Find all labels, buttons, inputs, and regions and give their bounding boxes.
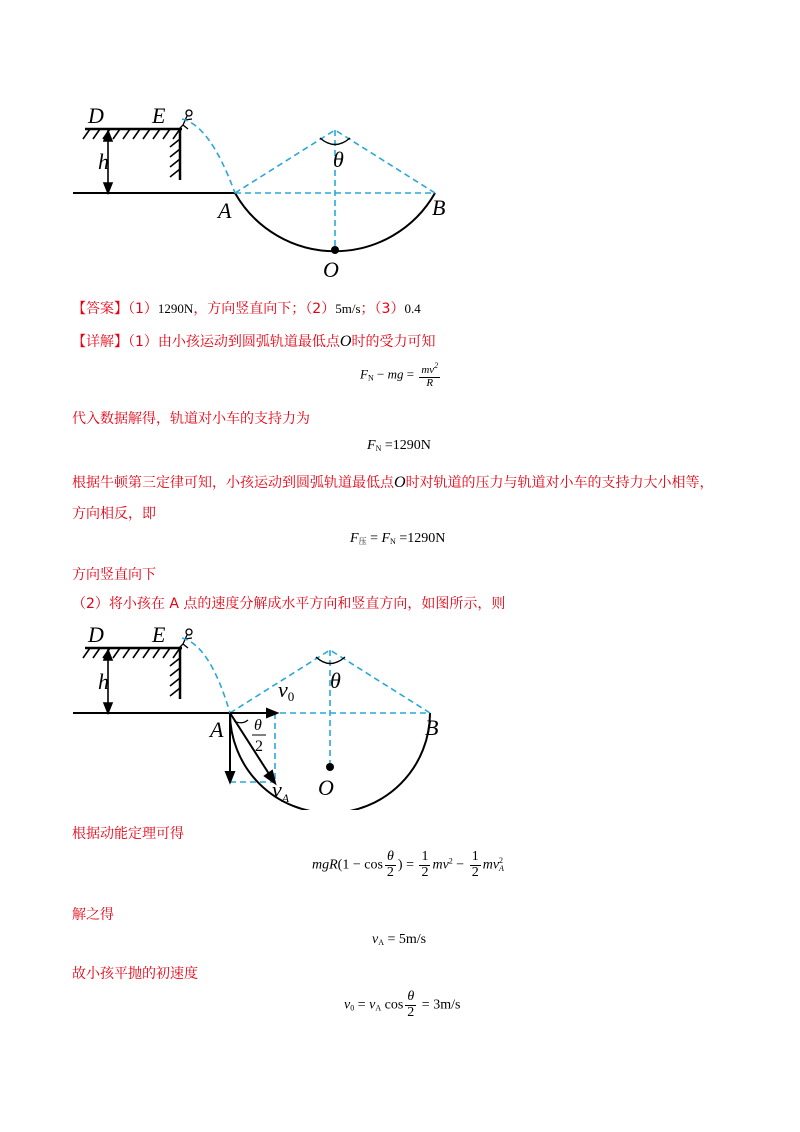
equation-4 [312, 850, 504, 880]
solution-line-7: 根据动能定理可得 [72, 826, 184, 842]
detail-tag: 【详解】 [72, 334, 128, 350]
eq4-th: θ [386, 849, 394, 864]
line3-text-end: 时对轨道的压力与轨道对小车的支持力大小相等， [405, 475, 714, 491]
eq4-half2: 2 [421, 864, 429, 880]
eq4-m1: mv [432, 857, 449, 873]
fig2-label-h: h [98, 669, 109, 694]
eq6-rhs: = 3m/s [418, 997, 461, 1013]
label-h: h [98, 149, 109, 174]
label-B: B [432, 195, 446, 220]
answer-text-1: ，方向竖直向下； [193, 301, 306, 317]
equation-3 [350, 531, 445, 547]
answer-value-1: 1290N [157, 301, 194, 316]
answer-tag: 【答案】 [72, 301, 128, 317]
label-theta: θ [333, 147, 344, 172]
eq1-fraction [419, 362, 440, 389]
detail-line-4: 方向相反，即 [72, 506, 156, 522]
eq4-half1b: 1 [471, 849, 479, 864]
answer-text-2: ； [360, 301, 375, 317]
eq1-N: N [367, 373, 374, 383]
eq1-eq: = [403, 366, 418, 382]
detail-line-3 [72, 472, 714, 492]
eq6-th: θ [407, 989, 415, 1004]
detail-text-end: 时的受力可知 [351, 334, 436, 350]
fig2-label-O: O [318, 775, 334, 800]
eq2-F: F [367, 438, 376, 453]
eq5-rhs: = 5m/s [384, 932, 427, 947]
detail-line-1 [72, 331, 435, 351]
eq3-sub2: N [390, 537, 396, 546]
eq4-half2b: 2 [471, 864, 479, 880]
eq4-half-1 [419, 850, 430, 880]
fig2-label-v0: v0 [278, 677, 295, 704]
eq3-F2: F [381, 531, 391, 546]
eq1-den: R [426, 376, 434, 389]
velocity-vectors [226, 709, 277, 783]
label-E: E [152, 103, 166, 128]
answer-part2-label: （2） [305, 301, 336, 317]
fig2-label-vA: $v_A$ [272, 777, 290, 805]
point-O-inline: O [339, 333, 352, 350]
eq4-subA: A [499, 864, 504, 874]
eq1-minus: − [373, 366, 388, 382]
line3-O: O [394, 474, 406, 491]
answer-part3-label: （3） [374, 301, 405, 317]
eq4-open: (1 − cos [337, 857, 383, 873]
eq6-sA: A [375, 1003, 382, 1013]
eq6-two: 2 [407, 1004, 415, 1020]
eq6-theta-frac [405, 990, 416, 1020]
eq1-mg: mg [387, 366, 404, 382]
equation-1 [360, 362, 442, 389]
figure-1 [60, 95, 480, 285]
eq2-rhs: =1290N [381, 438, 431, 453]
eq4-minus: − [452, 857, 468, 873]
eq1-F: F [360, 366, 368, 382]
detail-line-5: 方向竖直向下 [72, 567, 156, 583]
eq6-cos: cos [381, 997, 404, 1013]
eq5-sub: A [378, 938, 384, 947]
line3-text: 根据牛顿第三定律可知，小孩运动到圆弧轨道最低点 [72, 475, 394, 491]
eq6-s0: 0 [350, 1003, 355, 1013]
fig2-label-B: B [425, 715, 439, 740]
eq4-m2: mv [482, 857, 500, 873]
fig2-label-D: D [88, 622, 104, 647]
eq4-half-2 [470, 850, 481, 880]
eq3-sub1: 压 [358, 537, 367, 546]
detail-line-2: 代入数据解得，轨道对小车的支持力为 [72, 411, 310, 427]
fig2-label-E: E [152, 622, 166, 647]
solution-line-8: 解之得 [72, 907, 114, 923]
eq4-close: ) = [397, 857, 418, 873]
eq1-num: mv [421, 364, 435, 376]
point-O [331, 246, 339, 254]
eq6-v0: v [344, 997, 351, 1013]
eq2-N: N [375, 444, 382, 453]
eq4-sq: 2 [448, 856, 453, 866]
eq1-sup: 2 [434, 361, 439, 370]
answer-value-2: 5m/s [335, 301, 361, 316]
figure-2 [60, 615, 480, 810]
equation-2 [367, 438, 431, 454]
answer-value-3: 0.4 [404, 301, 421, 316]
label-A: A [218, 198, 232, 223]
fig2-half-theta-num: θ [254, 717, 262, 734]
eq4-lhs: mgR [312, 857, 338, 873]
eq4-theta-frac [385, 850, 396, 880]
construction-lines [182, 119, 435, 250]
eq3-F: F [350, 531, 359, 546]
label-D: D [88, 103, 104, 128]
fig2-label-theta: θ [330, 668, 341, 693]
solution-line-9: 故小孩平抛的初速度 [72, 966, 198, 982]
fig2-label-A: A [210, 717, 224, 742]
label-O: O [323, 257, 339, 282]
detail-line-6: （2）将小孩在 A 点的速度分解成水平方向和竖直方向，如图所示，则 [72, 596, 506, 612]
eq4-half1: 1 [421, 849, 429, 864]
eq3-rhs: =1290N [395, 531, 446, 546]
eq4-sq2: 2 [499, 856, 504, 866]
eq3-eq: = [366, 531, 382, 546]
eq6-vA: v [369, 997, 376, 1013]
equation-6 [344, 990, 460, 1020]
eq4-two: 2 [386, 864, 394, 880]
fig2-half-theta-den: 2 [255, 738, 263, 755]
eq6-eq: = [354, 997, 370, 1013]
equation-5 [372, 932, 426, 948]
answer-part1-label: （1） [128, 301, 158, 317]
eq5-v: v [372, 932, 379, 947]
answer-line [72, 298, 421, 318]
detail-text: （1）由小孩运动到圆弧轨道最低点 [128, 334, 340, 350]
